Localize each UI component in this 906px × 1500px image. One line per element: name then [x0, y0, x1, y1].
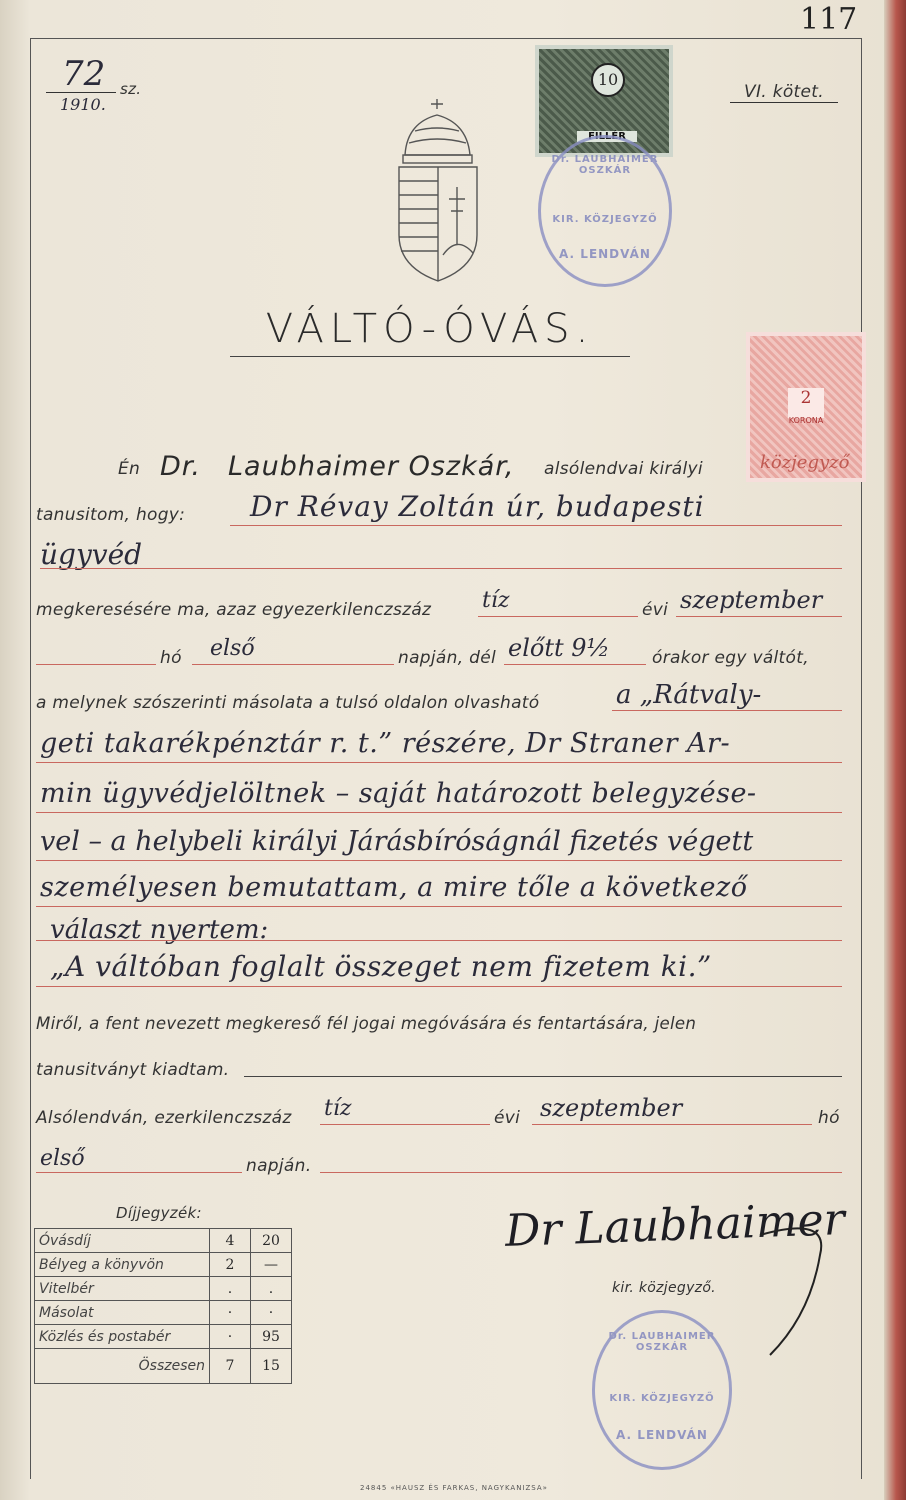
text-mirol: Miről, a fent nevezett megkereső fél jogai megóvására és fentartására, jelen	[36, 1014, 697, 1033]
notary-seal-bottom	[592, 1310, 732, 1470]
text-napjan-del: napján, dél	[398, 648, 496, 668]
text-a-melynek: a melynek szószerinti másolata a tulsó oldalon olvasható	[36, 693, 540, 713]
notary-title: kir. közjegyző.	[612, 1280, 716, 1296]
text-evi-2: évi	[494, 1108, 521, 1128]
seal-mid-text: KIR. KÖZJEGYZŐ	[552, 214, 658, 225]
fee-fillers: ·	[251, 1301, 292, 1325]
hand-month: szeptember	[680, 586, 823, 614]
stamp-unit: KORONA	[788, 416, 824, 425]
text-evi: évi	[642, 600, 669, 620]
text-megkeresesere: megkeresésére ma, azaz egyezerkilenczszáz	[36, 600, 432, 620]
fee-crowns: ·	[210, 1325, 251, 1349]
hand-kozjegyzo: közjegyző	[760, 452, 850, 473]
fee-fillers: —	[251, 1253, 292, 1277]
fees-heading: Díjjegyzék:	[116, 1204, 202, 1222]
document-title: VÁLTÓ-ÓVÁS.	[230, 306, 630, 357]
hand-line-2: ügyvéd	[40, 538, 143, 571]
fill-line	[36, 906, 842, 907]
fill-line	[676, 616, 842, 617]
printer-imprint: 24845 «HAUSZ ÉS FARKAS, NAGYKANIZSA»	[360, 1484, 548, 1492]
signature-flourish	[750, 1215, 840, 1365]
seal-mid-text: KIR. KÖZJEGYZŐ	[609, 1393, 715, 1404]
text-ho: hó	[160, 648, 182, 668]
fees-table	[34, 1228, 292, 1384]
seal-bottom-text: A. LENDVÁN	[559, 247, 651, 261]
hand-line-6: vel – a helybeli királyi Járásbíróságnál fizetés végett	[40, 826, 754, 857]
notary-dr: Dr.	[160, 451, 201, 482]
table-row	[35, 1229, 292, 1253]
hand-line-8: választ nyertem:	[50, 915, 269, 945]
fill-line	[36, 762, 842, 763]
fill-line	[36, 860, 842, 861]
table-row	[35, 1325, 292, 1349]
table-row	[35, 1301, 292, 1325]
fee-fillers: .	[251, 1277, 292, 1301]
text-napjan-2: napján.	[246, 1156, 312, 1176]
hand-month-2: szeptember	[540, 1094, 683, 1122]
coat-of-arms-icon	[385, 95, 490, 285]
fee-label: Bélyeg a könyvön	[35, 1253, 210, 1277]
seal-bottom-text: A. LENDVÁN	[616, 1428, 708, 1442]
hand-year-tiz-2: tíz	[324, 1096, 352, 1121]
fee-fillers: 95	[251, 1325, 292, 1349]
fill-line	[320, 1172, 842, 1173]
fill-line	[36, 940, 842, 941]
hand-line-9: „A váltóban foglalt összeget nem fizetem ki.”	[50, 950, 712, 983]
fill-line	[612, 710, 842, 711]
hand-day-2: első	[40, 1146, 85, 1171]
notary-name: Laubhaimer Oszkár,	[228, 451, 515, 482]
text-alsolendvan: Alsólendván, ezerkilenczszáz	[36, 1108, 292, 1128]
fill-line	[40, 568, 842, 569]
fee-fillers: 20	[251, 1229, 292, 1253]
hand-day: első	[210, 636, 255, 661]
fee-label: Óvásdíj	[35, 1229, 210, 1253]
fill-line	[320, 1124, 490, 1125]
fill-line	[532, 1124, 812, 1125]
table-row	[35, 1349, 292, 1384]
text-orakor: órakor egy váltót,	[652, 648, 809, 668]
stamp-unit: FILLÉR	[577, 131, 637, 142]
fee-label: Másolat	[35, 1301, 210, 1325]
register-number: 72	[62, 54, 106, 94]
text-ho-2: hó	[818, 1108, 840, 1128]
text-tanusitvanyt: tanusitványt kiadtam.	[36, 1060, 230, 1080]
fee-label: Összesen	[35, 1349, 210, 1384]
sz-label: sz.	[120, 80, 142, 98]
fee-label: Vitelbér	[35, 1277, 210, 1301]
notary-seal-top	[538, 135, 672, 287]
stamp-value: 2	[788, 388, 824, 418]
register-year: 1910.	[60, 95, 106, 114]
hand-line-1: Dr Révay Zoltán úr, budapesti	[250, 490, 705, 523]
register-number-line	[46, 92, 116, 93]
fee-crowns: .	[210, 1277, 251, 1301]
page-number: 117	[800, 2, 858, 37]
book-edge	[884, 0, 906, 1500]
fill-line	[478, 616, 638, 617]
notary-signature: Dr Laubhaimer	[504, 1194, 846, 1257]
hand-line-4: geti takarékpénztár r. t.” részére, Dr Straner Ar-	[40, 728, 731, 759]
fill-line	[36, 812, 842, 813]
table-row	[35, 1277, 292, 1301]
stamp-value: 10	[591, 63, 625, 97]
text-en: Én	[118, 459, 141, 479]
hand-year-tiz: tíz	[482, 588, 510, 613]
text-alsolendvai-kiralyi: alsólendvai királyi	[544, 459, 703, 479]
fill-line	[36, 986, 842, 987]
hand-line-3: a „Rátvaly-	[616, 680, 762, 710]
fill-line	[36, 664, 156, 665]
fee-crowns: 4	[210, 1229, 251, 1253]
fee-crowns: 7	[210, 1349, 251, 1384]
fill-line	[192, 664, 394, 665]
fee-crowns: ·	[210, 1301, 251, 1325]
fee-fillers: 15	[251, 1349, 292, 1384]
fill-line	[504, 664, 646, 665]
fill-line	[36, 1172, 242, 1173]
fee-crowns: 2	[210, 1253, 251, 1277]
hand-line-5: min ügyvédjelöltnek – saját határozott belegyzése-	[40, 778, 757, 809]
fill-line	[230, 525, 842, 526]
text-tanusitom: tanusitom, hogy:	[36, 505, 186, 525]
fee-label: Közlés és postabér	[35, 1325, 210, 1349]
hand-line-7: személyesen bemutattam, a mire tőle a következő	[40, 872, 748, 903]
seal-top-text: Dr. LAUBHAIMER OSZKÁR	[551, 154, 659, 176]
hand-time: előtt 9½	[508, 634, 610, 662]
seal-top-text: Dr. LAUBHAIMER OSZKÁR	[608, 1331, 716, 1353]
volume-label: VI. kötet.	[730, 82, 838, 103]
table-row	[35, 1253, 292, 1277]
fill-line	[244, 1076, 842, 1077]
